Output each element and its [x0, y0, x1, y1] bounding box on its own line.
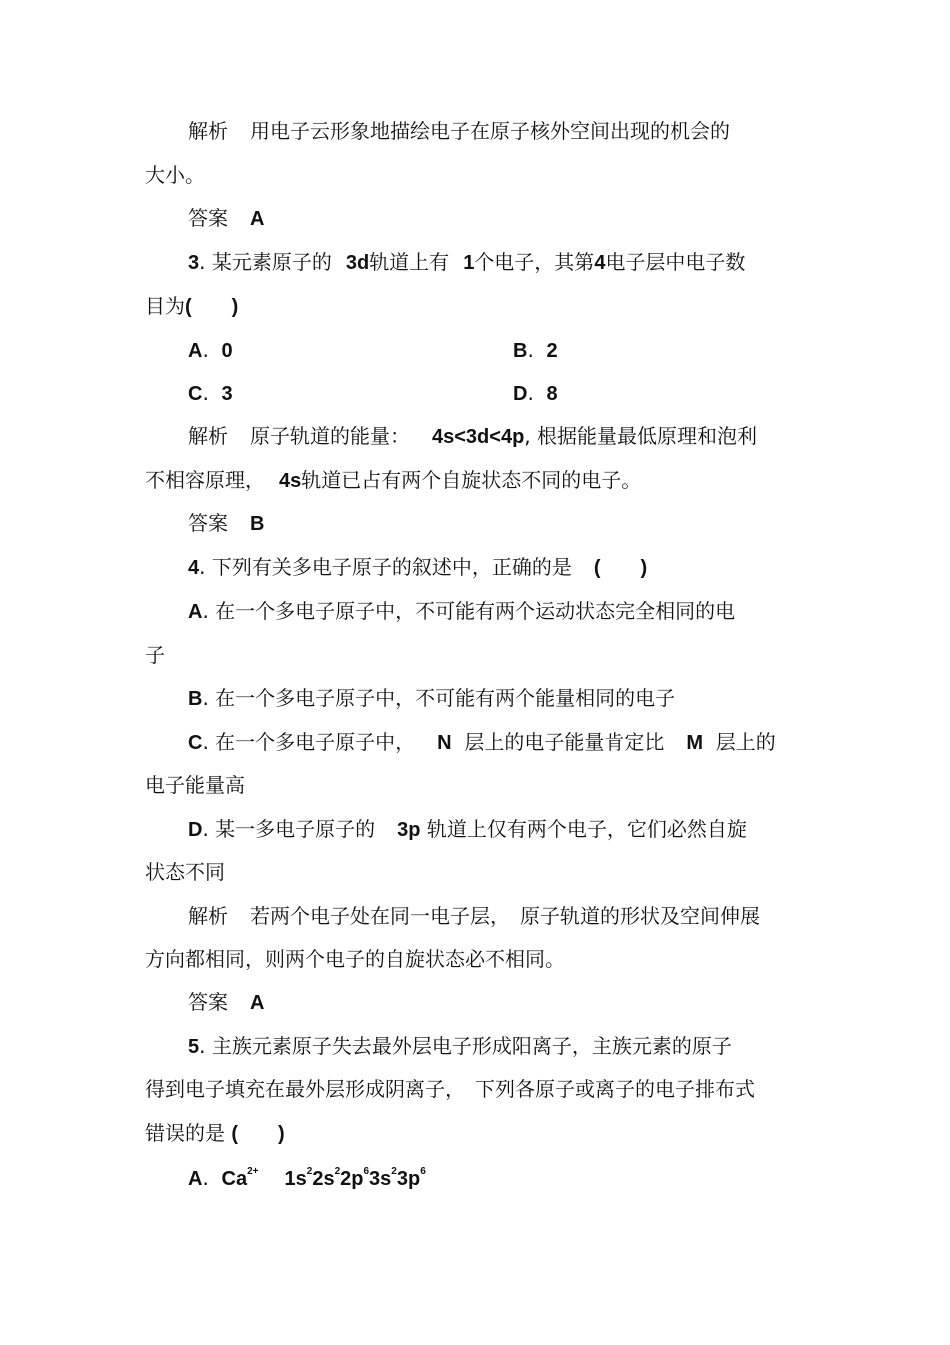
option-text: 轨道上仅有两个电子，它们必然自旋	[426, 817, 747, 841]
subshell: 3s	[369, 1168, 392, 1190]
question-5-continuation	[145, 1076, 755, 1102]
answer-label: 答案	[188, 206, 228, 230]
option-letter: C	[188, 383, 203, 405]
question-3-continuation	[145, 293, 238, 320]
answer-blank: ( )	[593, 557, 648, 579]
shell-label: N	[437, 732, 452, 754]
option-c-continuation	[145, 772, 245, 798]
analysis-text: 若两个电子处在同一电子层， 原子轨道的形状及空间伸展	[250, 904, 760, 928]
analysis-paragraph	[188, 423, 757, 450]
option-separator: .	[202, 381, 209, 405]
analysis-text: 大小。	[145, 163, 205, 187]
question-5	[188, 1033, 732, 1060]
option-a-continuation	[145, 642, 165, 668]
question-5-continuation	[145, 1120, 285, 1147]
answer-blank: ( )	[231, 1123, 285, 1145]
option-value: 3	[221, 383, 233, 405]
shell-label: M	[686, 732, 704, 754]
analysis-paragraph	[188, 118, 730, 144]
option-text: 状态不同	[145, 860, 225, 884]
option-b	[513, 337, 558, 364]
option-text: . 在一个多电子原子中，不可能有两个能量相同的电子	[202, 686, 676, 710]
option-letter: A	[188, 340, 203, 362]
analysis-continuation	[145, 162, 205, 188]
analysis-text: 原子轨道的能量：	[250, 424, 410, 448]
question-text: 得到电子填充在最外层形成阴离子， 下列各原子或离子的电子排布式	[145, 1077, 755, 1101]
subshell: 3p	[396, 1168, 421, 1190]
question-number: 4	[188, 557, 200, 579]
option-text: . 在一个多电子原子中，	[202, 730, 416, 754]
question-text: 轨道上有	[369, 250, 450, 274]
option-separator: .	[527, 381, 534, 405]
option-separator: .	[202, 1166, 209, 1190]
analysis-label: 解析	[188, 119, 228, 143]
option-letter: B	[513, 340, 528, 362]
option-d-continuation	[145, 859, 225, 885]
option-a	[188, 598, 735, 625]
subshell: 2s	[312, 1168, 335, 1190]
analysis-paragraph	[188, 903, 760, 929]
orbital: 3d	[345, 252, 370, 274]
option-b	[188, 685, 675, 712]
answer-line	[188, 205, 264, 232]
energy-order: 4s<3d<4p	[432, 426, 525, 448]
option-d	[513, 380, 558, 407]
answer-line	[188, 510, 264, 537]
analysis-text: , 根据能量最低原理和泡利	[524, 424, 758, 448]
option-text: 层上的电子能量肯定比	[464, 730, 665, 754]
analysis-continuation	[145, 467, 641, 494]
number: 4	[594, 252, 606, 274]
analysis-text: 方向都相同，则两个电子的自旋状态必不相同。	[145, 947, 565, 971]
question-text: 个电子，其第	[474, 250, 595, 274]
question-text: . 下列有关多电子原子的叙述中，正确的是	[199, 555, 572, 579]
option-letter: D	[513, 383, 528, 405]
question-text: 目为	[145, 294, 185, 318]
subshell: 2p	[340, 1168, 364, 1190]
option-c	[188, 380, 233, 407]
subshell-count: 2	[306, 1166, 313, 1177]
option-letter: C	[188, 732, 203, 754]
subshell-count: 6	[420, 1166, 426, 1177]
question-number: 5	[188, 1036, 200, 1058]
answer-value: A	[250, 208, 265, 230]
orbital: 3p	[397, 819, 421, 841]
question-number: 3	[188, 252, 200, 274]
option-text: 子	[145, 643, 165, 667]
question-text: . 某元素原子的	[199, 250, 332, 274]
option-value: 8	[546, 383, 558, 405]
option-c	[188, 729, 776, 756]
question-text: 错误的是	[145, 1121, 225, 1145]
option-letter: D	[188, 819, 203, 841]
answer-value: B	[250, 513, 265, 535]
option-separator: .	[527, 338, 534, 362]
subshell-count: 6	[363, 1166, 370, 1177]
option-a	[188, 1165, 426, 1192]
question-3	[188, 249, 745, 276]
option-a	[188, 337, 233, 364]
option-letter: A	[188, 1168, 203, 1190]
ion-symbol: Ca	[221, 1168, 248, 1190]
question-text: . 主族元素原子失去最外层电子形成阳离子，主族元素的原子	[199, 1034, 732, 1058]
option-letter: B	[188, 688, 203, 710]
option-text: 层上的	[715, 730, 776, 754]
analysis-text: 轨道已占有两个自旋状态不同的电子。	[301, 468, 642, 492]
answer-line	[188, 989, 264, 1016]
subshell-count: 2	[334, 1166, 341, 1177]
question-4	[188, 554, 647, 581]
analysis-text: 不相容原理，	[145, 468, 265, 492]
option-text: . 某一多电子原子的	[202, 817, 376, 841]
analysis-label: 解析	[188, 904, 228, 928]
subshell: 1s	[284, 1168, 307, 1190]
option-text: . 在一个多电子原子中，不可能有两个运动状态完全相同的电	[202, 599, 736, 623]
analysis-text: 用电子云形象地描绘电子在原子核外空间出现的机会的	[250, 119, 730, 143]
answer-label: 答案	[188, 511, 228, 535]
orbital: 4s	[279, 470, 302, 492]
question-text: 电子层中电子数	[605, 250, 746, 274]
option-separator: .	[202, 338, 209, 362]
option-value: 0	[221, 340, 233, 362]
ion-charge: 2+	[247, 1166, 259, 1177]
option-text: 电子能量高	[145, 773, 245, 797]
answer-blank: ( )	[185, 296, 239, 318]
answer-label: 答案	[188, 990, 228, 1014]
number: 1	[463, 252, 475, 274]
electron-configuration	[285, 1168, 426, 1190]
option-d	[188, 816, 747, 843]
analysis-label: 解析	[188, 424, 228, 448]
subshell-count: 2	[391, 1166, 397, 1177]
option-value: 2	[546, 340, 558, 362]
option-letter: A	[188, 601, 203, 623]
answer-value: A	[250, 992, 265, 1014]
analysis-continuation	[145, 946, 565, 972]
